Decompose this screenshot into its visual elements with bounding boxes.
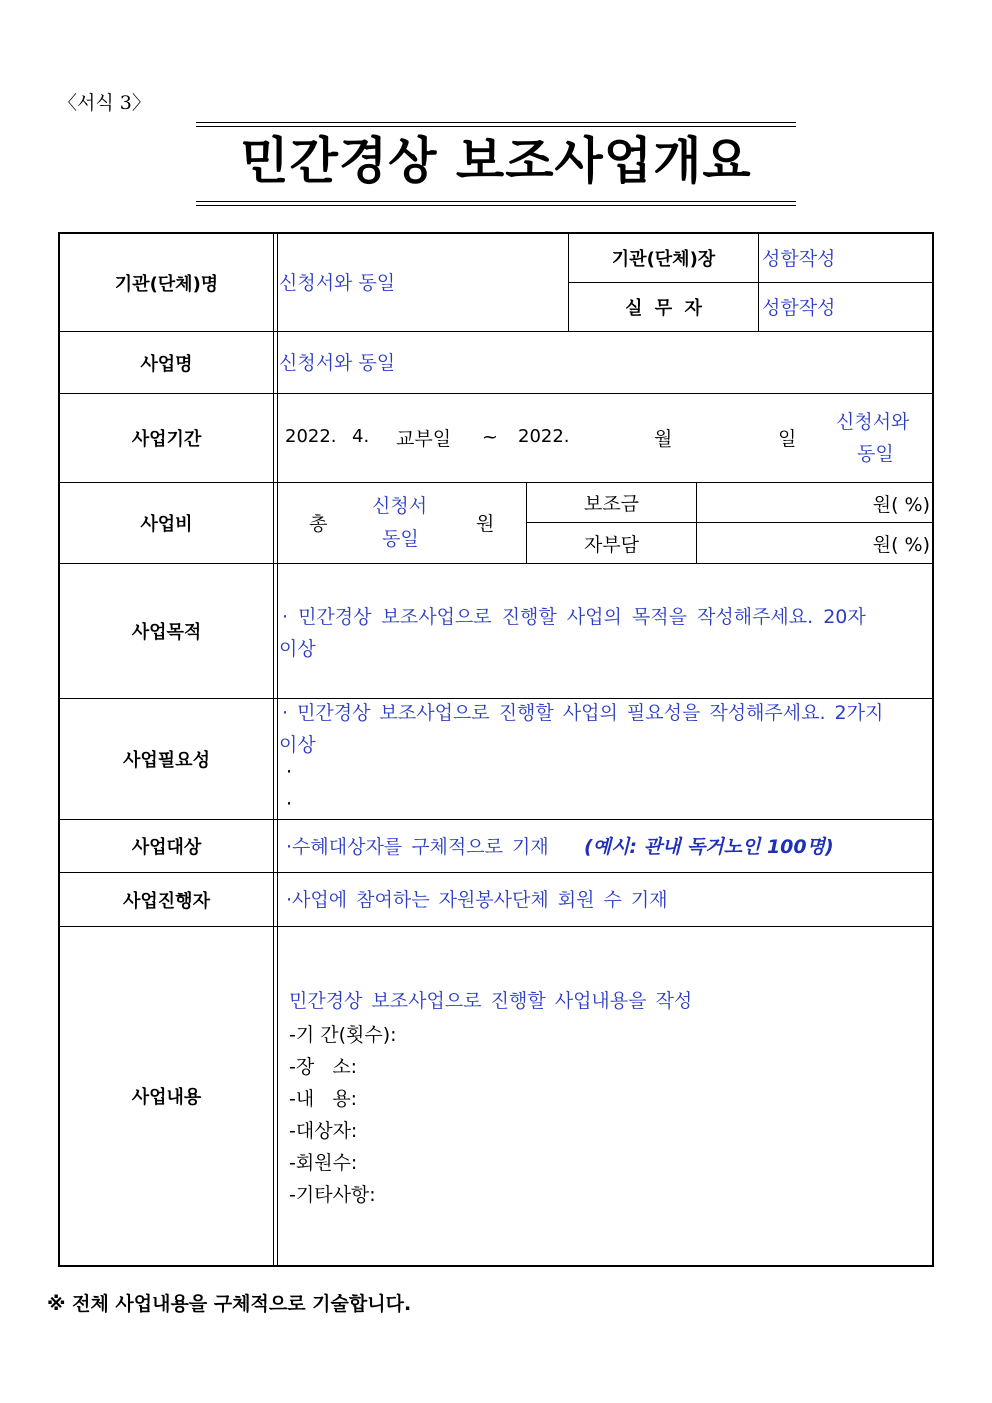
budget-total-unit: 원 [476, 513, 495, 535]
period-label: 사업기간 [131, 429, 202, 450]
budget-total-line1[interactable]: 신청서 [372, 495, 428, 517]
budget-label: 사업비 [140, 514, 193, 535]
period-note-line2: 동일 [857, 443, 894, 465]
necessity-line2[interactable]: 이상 [279, 734, 316, 756]
content-item-period[interactable]: -기 간(횟수): [289, 1024, 397, 1046]
target-example: (예시: 관내 독거노인 100명) [584, 836, 834, 858]
form-code: 〈서식 3〉 [58, 92, 151, 114]
project-name-label: 사업명 [140, 353, 193, 375]
subsidy-value[interactable]: 원( %) [872, 494, 930, 516]
executor-label: 사업진행자 [123, 890, 210, 912]
necessity-line4[interactable]: · [286, 793, 293, 815]
purpose-label: 사업목적 [131, 622, 202, 643]
org-head-value[interactable]: 성함작성 [762, 248, 836, 270]
purpose-line1[interactable]: · 민간경상 보조사업으로 진행할 사업의 목적을 작성해주세요. 20자 [282, 606, 866, 628]
subsidy-label: 보조금 [583, 493, 640, 515]
staff-value[interactable]: 성함작성 [762, 297, 836, 319]
content-item-members[interactable]: -회원수: [289, 1152, 358, 1174]
self-funding-label: 자부담 [583, 533, 640, 556]
content-item-target[interactable]: -대상자: [289, 1120, 358, 1142]
necessity-line3[interactable]: · [286, 761, 293, 783]
content-item-place[interactable]: -장 소: [289, 1056, 358, 1078]
content-item-detail[interactable]: -내 용: [289, 1088, 358, 1110]
purpose-line2[interactable]: 이상 [279, 638, 316, 660]
project-name-value[interactable]: 신청서와 동일 [279, 352, 396, 374]
period-end-year[interactable]: 2022. [518, 426, 570, 447]
content-intro[interactable]: 민간경상 보조사업으로 진행할 사업내용을 작성 [289, 990, 693, 1012]
period-start-year[interactable]: 2022. [285, 426, 337, 447]
staff-label: 실 무 자 [625, 298, 702, 319]
executor-value[interactable]: ·사업에 참여하는 자원봉사단체 회원 수 기재 [286, 889, 668, 911]
content-item-other[interactable]: -기타사항: [289, 1184, 376, 1206]
target-value[interactable]: ·수혜대상자를 구체적으로 기재 [286, 836, 549, 858]
self-funding-value[interactable]: 원( %) [872, 534, 930, 556]
period-note-line1: 신청서와 [836, 411, 910, 433]
period-end-month[interactable]: 월 [654, 428, 673, 450]
period-tilde: ~ [482, 426, 498, 448]
period-end-day[interactable]: 일 [778, 428, 797, 450]
target-label: 사업대상 [131, 837, 202, 858]
period-start-day[interactable]: 교부일 [396, 428, 452, 450]
necessity-line1[interactable]: · 민간경상 보조사업으로 진행할 사업의 필요성을 작성해주세요. 2가지 [282, 702, 884, 724]
page-title: 민간경상 보조사업개요 [240, 132, 752, 190]
budget-total-prefix: 총 [309, 513, 328, 535]
org-head-label: 기관(단체)장 [611, 249, 716, 270]
necessity-label: 사업필요성 [123, 750, 210, 771]
org-name-value[interactable]: 신청서와 동일 [279, 272, 396, 294]
budget-total-line2[interactable]: 동일 [382, 528, 419, 550]
org-name-label: 기관(단체)명 [114, 273, 219, 295]
footer-note: ※ 전체 사업내용을 구체적으로 기술합니다. [47, 1293, 412, 1315]
period-start-month[interactable]: 4. [352, 426, 370, 447]
content-label: 사업내용 [131, 1087, 202, 1108]
